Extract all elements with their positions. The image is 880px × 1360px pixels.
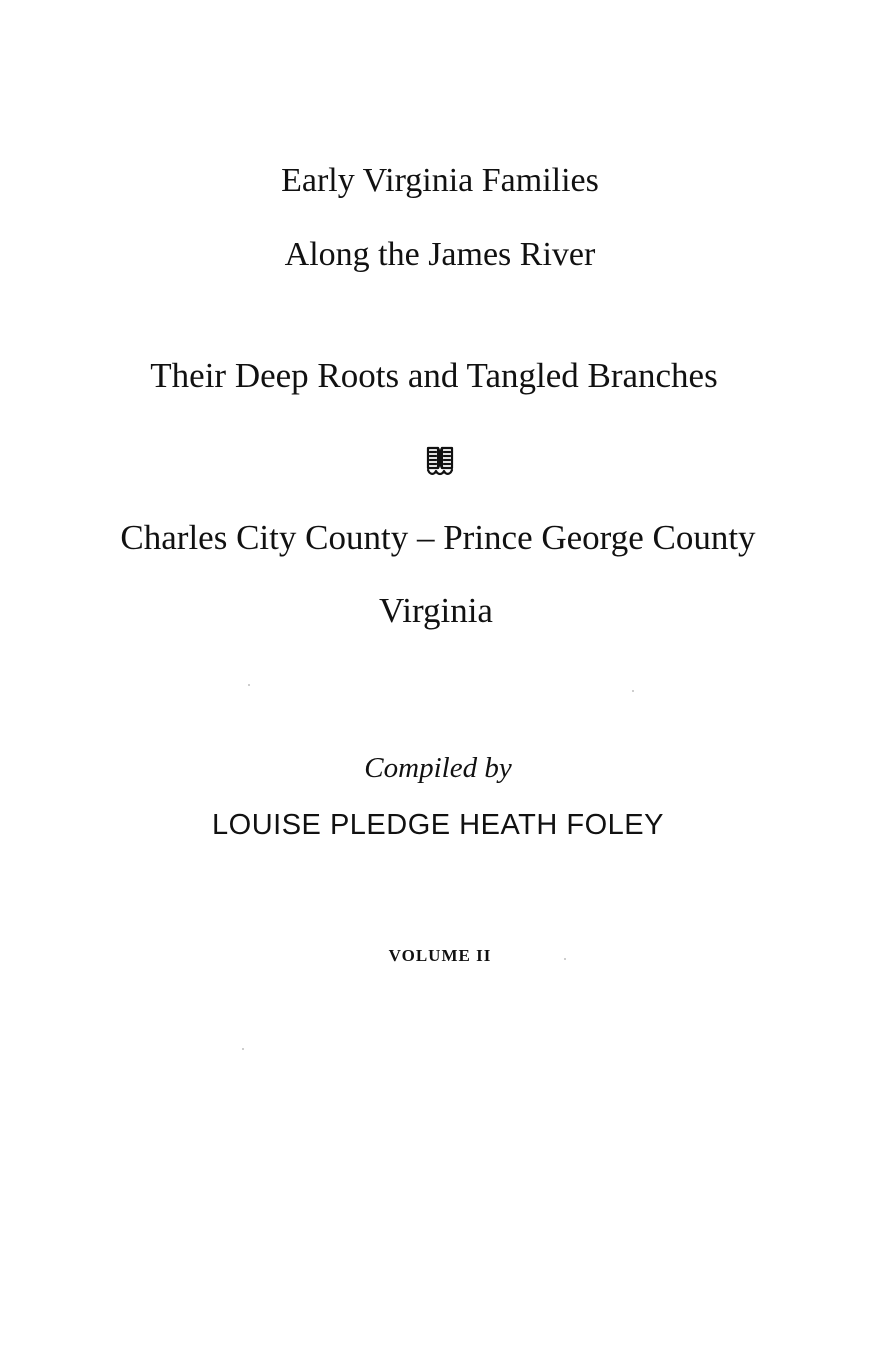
location-line-1: Charles City County – Prince George County <box>120 518 756 557</box>
location-line-2: Virginia <box>379 591 493 630</box>
paper-speck <box>242 1048 244 1050</box>
paper-speck <box>632 690 634 692</box>
title-line-1: Early Virginia Families <box>281 162 599 199</box>
author-name: LOUISE PLEDGE HEATH FOLEY <box>212 809 664 841</box>
paper-speck <box>248 684 250 686</box>
paper-speck <box>564 958 566 960</box>
ornament-container <box>0 440 880 480</box>
subtitle: Their Deep Roots and Tangled Branches <box>150 356 718 395</box>
book-ornament-icon <box>420 440 460 480</box>
compiled-by-label: Compiled by <box>364 752 512 784</box>
volume-label: VOLUME II <box>388 946 492 965</box>
title-line-2: Along the James River <box>284 236 596 273</box>
